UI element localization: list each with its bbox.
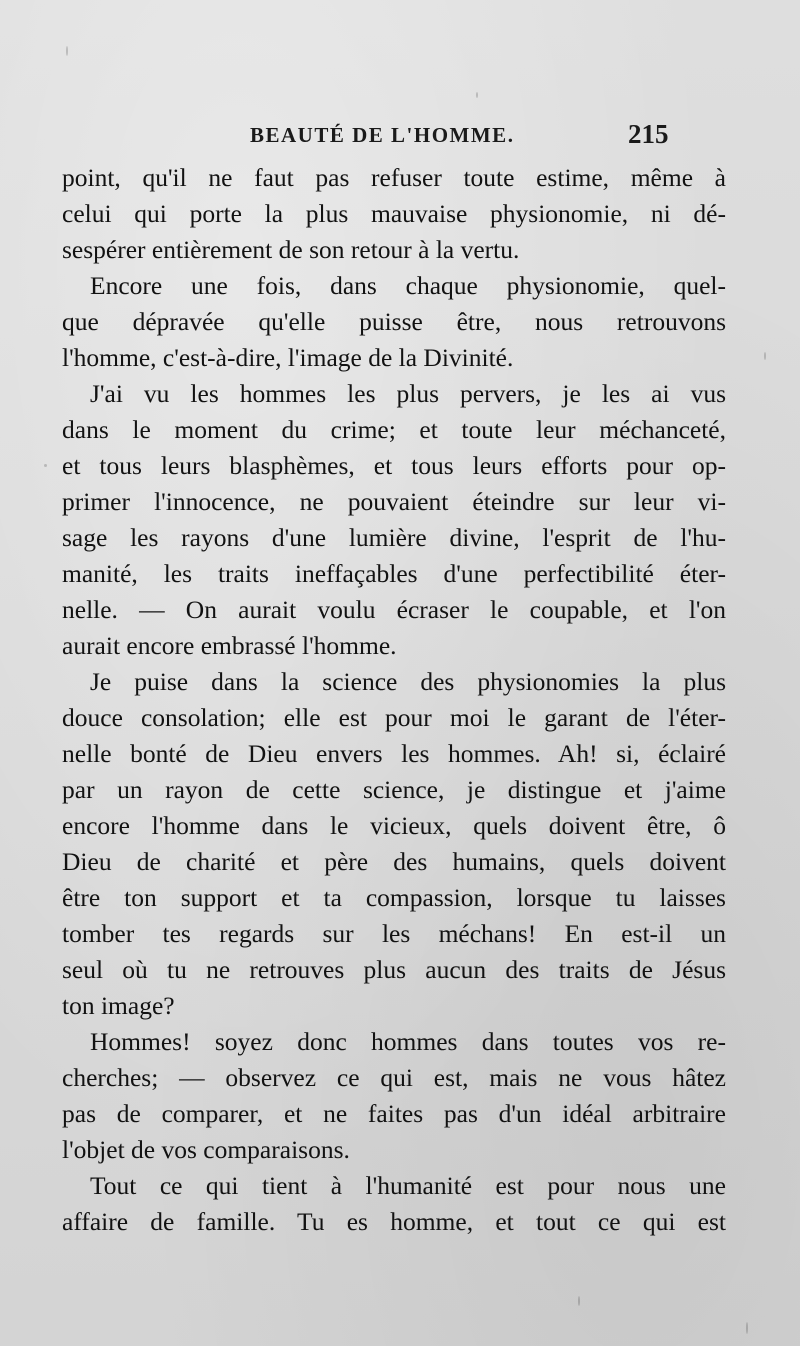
text-line: point, qu'il ne faut pas refuser toute estime, même à: [62, 163, 726, 192]
page-header: [0, 119, 800, 153]
paper-speck: [764, 352, 766, 360]
text-line: tomber tes regards sur les méchans! En est-il un: [62, 919, 726, 948]
text-line: pas de comparer, et ne faites pas d'un idéal arbitraire: [62, 1099, 726, 1128]
text-line: nelle. — On aurait voulu écraser le coupable, et l'on: [62, 595, 726, 624]
text-line: aurait encore embrassé l'homme.: [62, 631, 397, 660]
text-line: encore l'homme dans le vicieux, quels doivent être, ô: [62, 811, 726, 840]
text-line: affaire de famille. Tu es homme, et tout ce qui est: [62, 1207, 726, 1236]
paper-speck: [66, 46, 68, 56]
text-line: celui qui porte la plus mauvaise physionomie, ni dé-: [62, 199, 726, 228]
page-number: 215: [628, 119, 669, 149]
text-line: l'objet de vos comparaisons.: [62, 1135, 350, 1164]
text-line: Hommes! soyez donc hommes dans toutes vos re-: [90, 1027, 726, 1056]
body-text: [62, 160, 726, 1240]
text-line: Je puise dans la science des physionomies la plus: [90, 667, 726, 696]
text-line: Dieu de charité et père des humains, quels doivent: [62, 847, 726, 876]
paper-speck: [746, 1322, 748, 1334]
text-line: sage les rayons d'une lumière divine, l'esprit de l'hu-: [62, 523, 726, 552]
text-line: Encore une fois, dans chaque physionomie, quel-: [90, 271, 726, 300]
text-line: par un rayon de cette science, je distingue et j'aime: [62, 775, 726, 804]
running-title: BEAUTÉ DE L'HOMME.: [250, 123, 515, 147]
text-line: dans le moment du crime; et toute leur méchanceté,: [62, 415, 726, 444]
text-line: cherches; — observez ce qui est, mais ne vous hâtez: [62, 1063, 726, 1092]
text-line: l'homme, c'est-à-dire, l'image de la Divinité.: [62, 343, 514, 372]
text-line: nelle bonté de Dieu envers les hommes. Ah! si, éclairé: [62, 739, 726, 768]
text-line: Tout ce qui tient à l'humanité est pour nous une: [90, 1171, 726, 1200]
paper-speck: [476, 92, 478, 98]
text-line: J'ai vu les hommes les plus pervers, je les ai vus: [90, 379, 726, 408]
paper-speck: [578, 1296, 580, 1306]
text-line: manité, les traits ineffaçables d'une perfectibilité éter-: [62, 559, 726, 588]
text-line: ton image?: [62, 991, 175, 1020]
text-line: et tous leurs blasphèmes, et tous leurs efforts pour op-: [62, 451, 726, 480]
text-line: que dépravée qu'elle puisse être, nous retrouvons: [62, 307, 726, 336]
paper-speck: [44, 464, 47, 467]
text-line: sespérer entièrement de son retour à la vertu.: [62, 235, 520, 264]
text-line: douce consolation; elle est pour moi le garant de l'éter-: [62, 703, 726, 732]
text-line: être ton support et ta compassion, lorsque tu laisses: [62, 883, 726, 912]
text-line: seul où tu ne retrouves plus aucun des traits de Jésus: [62, 955, 726, 984]
text-line: primer l'innocence, ne pouvaient éteindre sur leur vi-: [62, 487, 726, 516]
